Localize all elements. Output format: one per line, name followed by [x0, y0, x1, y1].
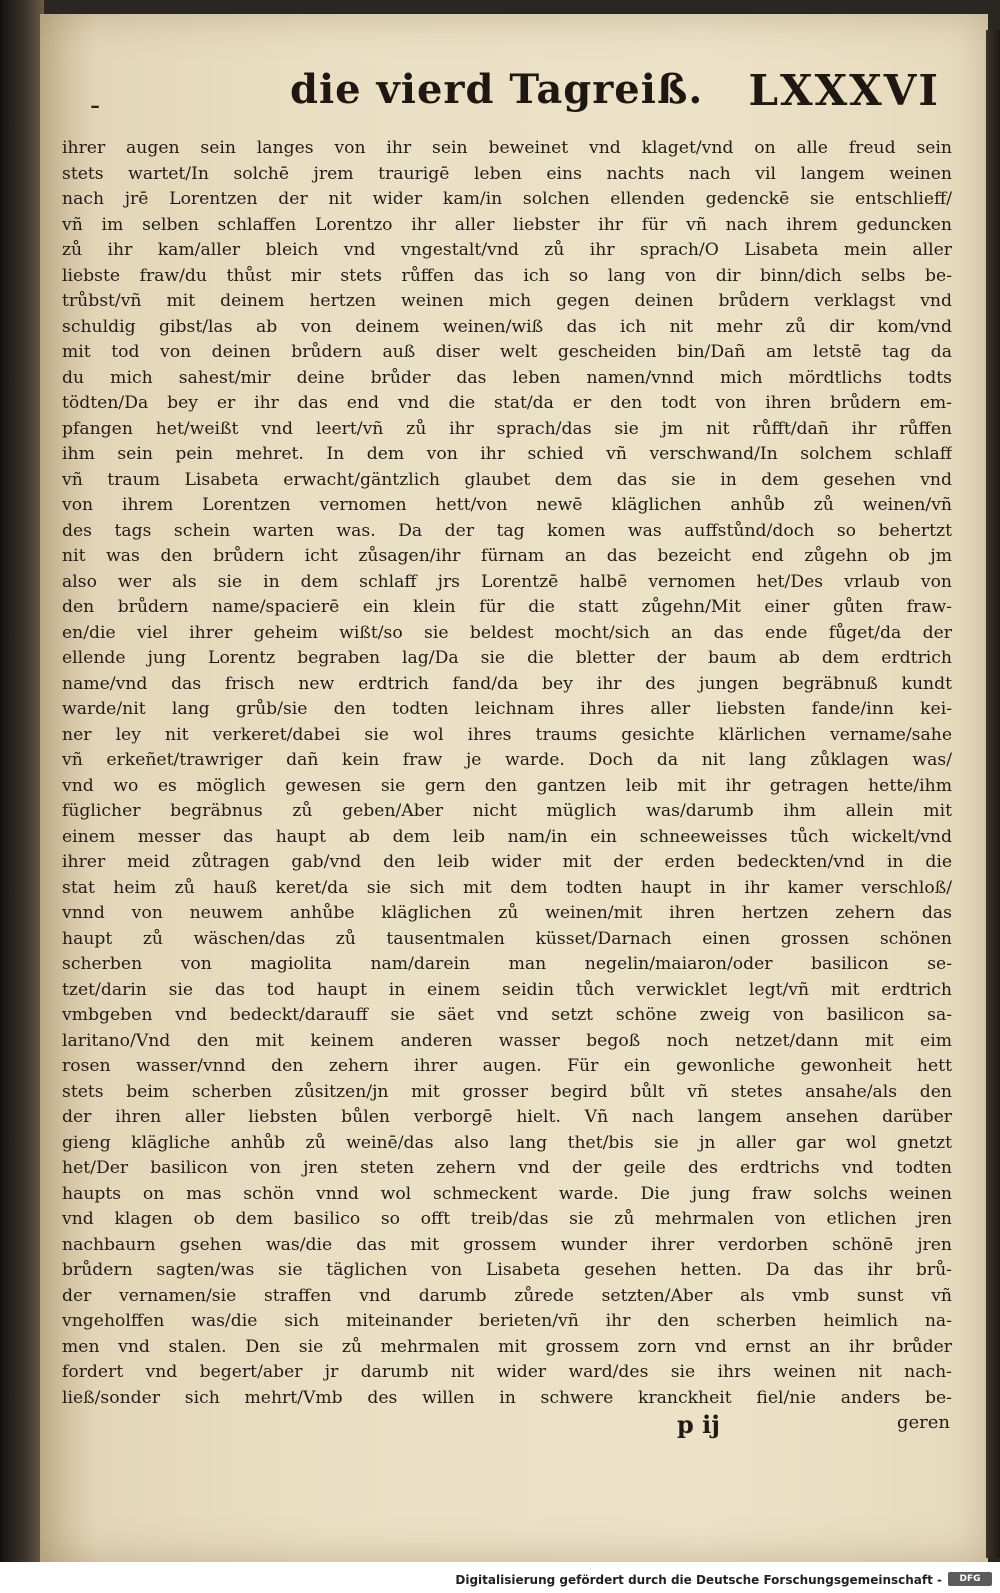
text-line: der vernamen/sie straffen vnd darumb zůrede setzten/Aber als vmb sunst vñ	[62, 1285, 952, 1306]
text-line: du mich sahest/mir deine brůder das leben namen/vnnd mich mördtlichs todts	[62, 367, 952, 388]
text-line: von ihrem Lorentzen vernomen hett/von newē kläglichen anhůb zů weinen/vñ	[62, 495, 952, 515]
text-line: rosen wasser/vnnd den zehern ihrer augen. Für ein gewonliche gewonheit hett	[62, 1056, 952, 1076]
text-line: laritano/Vnd den mit keinem anderen wasser begoß noch netzet/dann mit eim	[62, 1030, 952, 1051]
text-line: tödten/Da bey er ihr das end vnd die stat/da er den todt von ihren brůdern em-	[62, 393, 952, 413]
text-line: nit was den brůdern icht zůsagen/ihr fürnam an das bezeicht end zůgehn ob jm	[62, 546, 952, 566]
book-left-edge	[0, 0, 44, 1562]
text-line: name/vnd das frisch new erdtrich fand/da bey ihr des jungen begräbnuß kundt	[62, 673, 952, 694]
header-dash: -	[90, 88, 101, 123]
text-line: des tags schein warten was. Da der tag komen was auffstůnd/doch so behertzt	[62, 520, 952, 541]
text-line: liebste fraw/du thůst mir stets růffen das ich so lang von dir binn/dich selbs be-	[62, 265, 952, 286]
text-line: vmbgeben vnd bedeckt/darauff sie säet vnd setzt schöne zweig von basilicon sa-	[62, 1005, 952, 1025]
text-line: pfangen het/weißt vnd leert/vñ zů ihr sprach/das sie jm nit růfft/dañ ihr růffen	[62, 418, 952, 439]
running-title: die vierd Tagreiß.	[290, 66, 704, 113]
text-line: einem messer das haupt ab dem leib nam/in ein schneeweisses tůch wickelt/vnd	[62, 826, 952, 847]
text-line: haupt zů wäschen/das zů tausentmalen küsset/Darnach einen grossen schönen	[62, 928, 952, 949]
text-line: stets wartet/In solchē jrem traurigē leben eins nachts nach vil langem weinen	[62, 163, 952, 184]
body-text	[62, 136, 952, 1411]
text-line: ner ley nit verkeret/dabei sie wol ihres traums gesichte klärlichen vername/sahe	[62, 724, 952, 745]
text-line: ihm sein pein mehret. In dem von ihr schied vñ verschwand/In solchem schlaff	[62, 444, 952, 464]
text-line: vñ traum Lisabeta erwacht/gäntzlich glaubet dem das sie in dem gesehen vnd	[62, 469, 952, 490]
text-line: men vnd stalen. Den sie zů mehrmalen mit grossem zorn vnd ernst an ihr brůder	[62, 1336, 952, 1357]
page-header	[70, 66, 970, 138]
text-line: nachbaurn gsehen was/die das mit grossem wunder ihrer verdorben schönē jren	[62, 1234, 952, 1255]
text-line: ließ/sonder sich mehrt/Vmb des willen in schwere kranckheit fiel/nie anders be-	[62, 1387, 952, 1408]
text-line: vnd wo es möglich gewesen sie gern den gantzen leib mit ihr getragen hette/ihm	[62, 775, 952, 796]
credit-bar	[0, 1562, 1000, 1593]
text-line: en/die viel ihrer geheim wißt/so sie beldest mocht/sich an das ende fůget/da der	[62, 622, 952, 643]
catchword: geren	[896, 1412, 950, 1433]
text-line: ihrer meid zůtragen gab/vnd den leib wider mit der erden bedeckten/vnd in die	[62, 852, 952, 872]
digitization-credit: Digitalisierung gefördert durch die Deutsche Forschungsgemeinschaft -	[455, 1573, 942, 1587]
text-line: stets beim scherben zůsitzen/jn mit grosser begird bůlt vñ stetes ansahe/als den	[62, 1081, 952, 1102]
text-line: gieng klägliche anhůb zů weinē/das also lang thet/bis sie jn aller gar wol gnetzt	[62, 1132, 952, 1153]
text-line: schuldig gibst/las ab von deinem weinen/wiß das ich nit mehr zů dir kom/vnd	[62, 316, 952, 337]
dfg-logo: DFG	[948, 1572, 992, 1586]
signature-mark: p ij	[677, 1410, 720, 1439]
text-line: zů ihr kam/aller bleich vnd vngestalt/vnd zů ihr sprach/O Lisabeta mein aller	[62, 240, 952, 260]
text-line: vñ im selben schlaffen Lorentzo ihr aller liebster ihr für vñ nach ihrem geduncken	[62, 214, 952, 235]
text-line: stat heim zů hauß keret/da sie sich mit dem todten haupt in ihr kamer verschloß/	[62, 877, 952, 898]
text-line: ihrer augen sein langes von ihr sein beweinet vnd klaget/vnd on alle freud sein	[62, 138, 952, 158]
text-line: vngeholffen was/die sich miteinander berieten/vñ ihr den scherben heimlich na-	[62, 1311, 952, 1331]
text-line: fordert vnd begert/aber jr darumb nit wider ward/des sie ihrs weinen nit nach-	[62, 1362, 952, 1382]
text-line: brůdern sagten/was sie täglichen von Lisabeta gesehen hetten. Da das ihr brů-	[62, 1260, 952, 1280]
text-line: ellende jung Lorentz begraben lag/Da sie die bletter der baum ab dem erdtrich	[62, 648, 952, 668]
text-line: nach jrē Lorentzen der nit wider kam/in solchen ellenden gedenckē sie entschlieff/	[62, 189, 952, 209]
text-line: den brůdern name/spacierē ein klein für die statt zůgehn/Mit einer gůten fraw-	[62, 597, 952, 617]
text-line: scherben von magiolita nam/darein man negelin/maiaron/oder basilicon se-	[62, 954, 952, 974]
text-line: der ihren aller liebsten bůlen verborgē hielt. Vñ nach langem ansehen darüber	[62, 1107, 952, 1127]
book-right-edge	[986, 30, 1000, 1558]
text-line: mit tod von deinen brůdern auß diser welt gescheiden bin/Dañ am letstē tag da	[62, 342, 952, 362]
folio-number: LXXXVI	[748, 66, 940, 115]
text-line: füglicher begräbnus zů geben/Aber nicht müglich was/darumb ihm allein mit	[62, 801, 952, 821]
text-line: vnd klagen ob dem basilico so offt treib/das sie zů mehrmalen von etlichen jren	[62, 1209, 952, 1229]
text-line: het/Der basilicon von jren steten zehern vnd der geile des erdtrichs vnd todten	[62, 1158, 952, 1178]
page-footer	[62, 1410, 952, 1444]
text-line: haupts on mas schön vnnd wol schmeckent warde. Die jung fraw solchs weinen	[62, 1183, 952, 1204]
text-line: vñ erkeñet/trawriger dañ kein fraw je warde. Doch da nit lang zůklagen was/	[62, 750, 952, 770]
text-line: warde/nit lang grůb/sie den todten leichnam ihres aller liebsten fande/inn kei-	[62, 699, 952, 719]
text-line: also wer als sie in dem schlaff jrs Lorentzē halbē vernomen het/Des vrlaub von	[62, 571, 952, 592]
text-line: vnnd von neuwem anhůbe kläglichen zů weinen/mit ihren hertzen zehern das	[62, 903, 952, 923]
text-line: tzet/darin sie das tod haupt in einem seidin tůch verwicklet legt/vñ mit erdtrich	[62, 979, 952, 1000]
text-line: trůbst/vñ mit deinem hertzen weinen mich gegen deinen brůdern verklagst vnd	[62, 291, 952, 311]
